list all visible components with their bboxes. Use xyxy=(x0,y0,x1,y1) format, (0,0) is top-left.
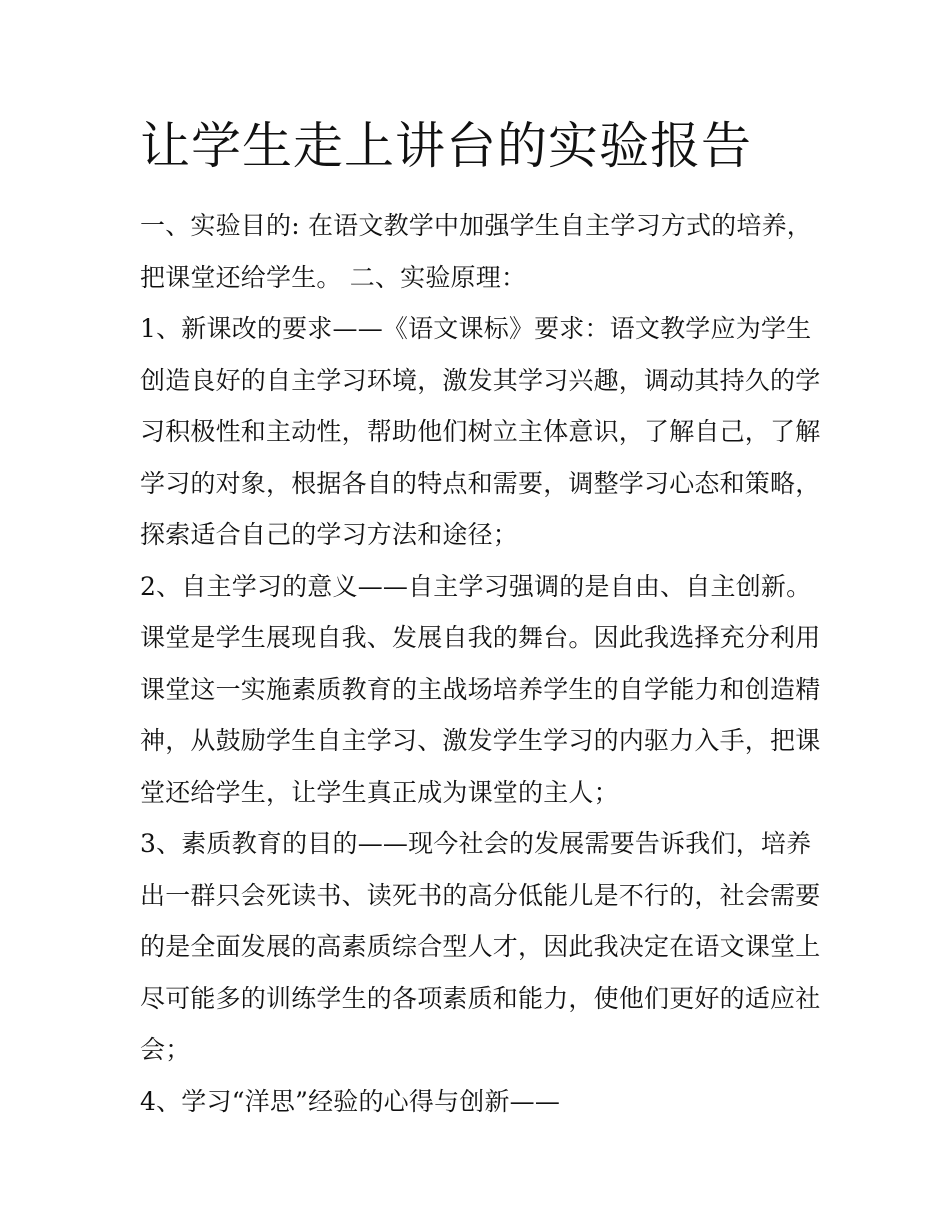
body-line: 4、学习“洋思”经验的心得与创新—— xyxy=(140,1086,561,1116)
body-line: 会； xyxy=(140,1035,191,1064)
body-line: 课堂这一实施素质教育的主战场培养学生的自学能力和创造精 xyxy=(140,674,821,704)
document-body xyxy=(140,200,830,1127)
document-title: 让学生走上讲台的实验报告 xyxy=(140,117,752,175)
body-line: 3、素质教育的目的——现今社会的发展需要告诉我们，培养 xyxy=(140,829,812,858)
body-line: 1、新课改的要求——《语文课标》要求：语文教学应为学生 xyxy=(140,314,812,343)
body-line: 2、自主学习的意义——自主学习强调的是自由、自主创新。 xyxy=(140,571,812,601)
body-line: 出一群只会死读书、读死书的高分低能儿是不行的，社会需要 xyxy=(140,880,821,910)
body-line: 尽可能多的训练学生的各项素质和能力，使他们更好的适应社 xyxy=(140,983,821,1013)
body-line: 探索适合自己的学习方法和途径； xyxy=(140,520,519,549)
body-line: 把课堂还给学生。 二、实验原理： xyxy=(140,262,527,292)
body-line: 习积极性和主动性，帮助他们树立主体意识，了解自己，了解 xyxy=(140,417,821,446)
body-line: 神，从鼓励学生自主学习、激发学生学习的内驱力入手，把课 xyxy=(140,726,821,755)
body-line: 课堂是学生展现自我、发展自我的舞台。因此我选择充分利用 xyxy=(140,623,821,652)
body-line: 的是全面发展的高素质综合型人才，因此我决定在语文课堂上 xyxy=(140,932,821,961)
body-line: 创造良好的自主学习环境，激发其学习兴趣，调动其持久的学 xyxy=(140,365,821,395)
body-line: 学习的对象，根据各自的特点和需要，调整学习心态和策略， xyxy=(140,468,821,498)
body-line: 堂还给学生，让学生真正成为课堂的主人； xyxy=(140,777,619,807)
body-line: 一、实验目的: 在语文教学中加强学生自主学习方式的培养， xyxy=(140,211,812,240)
